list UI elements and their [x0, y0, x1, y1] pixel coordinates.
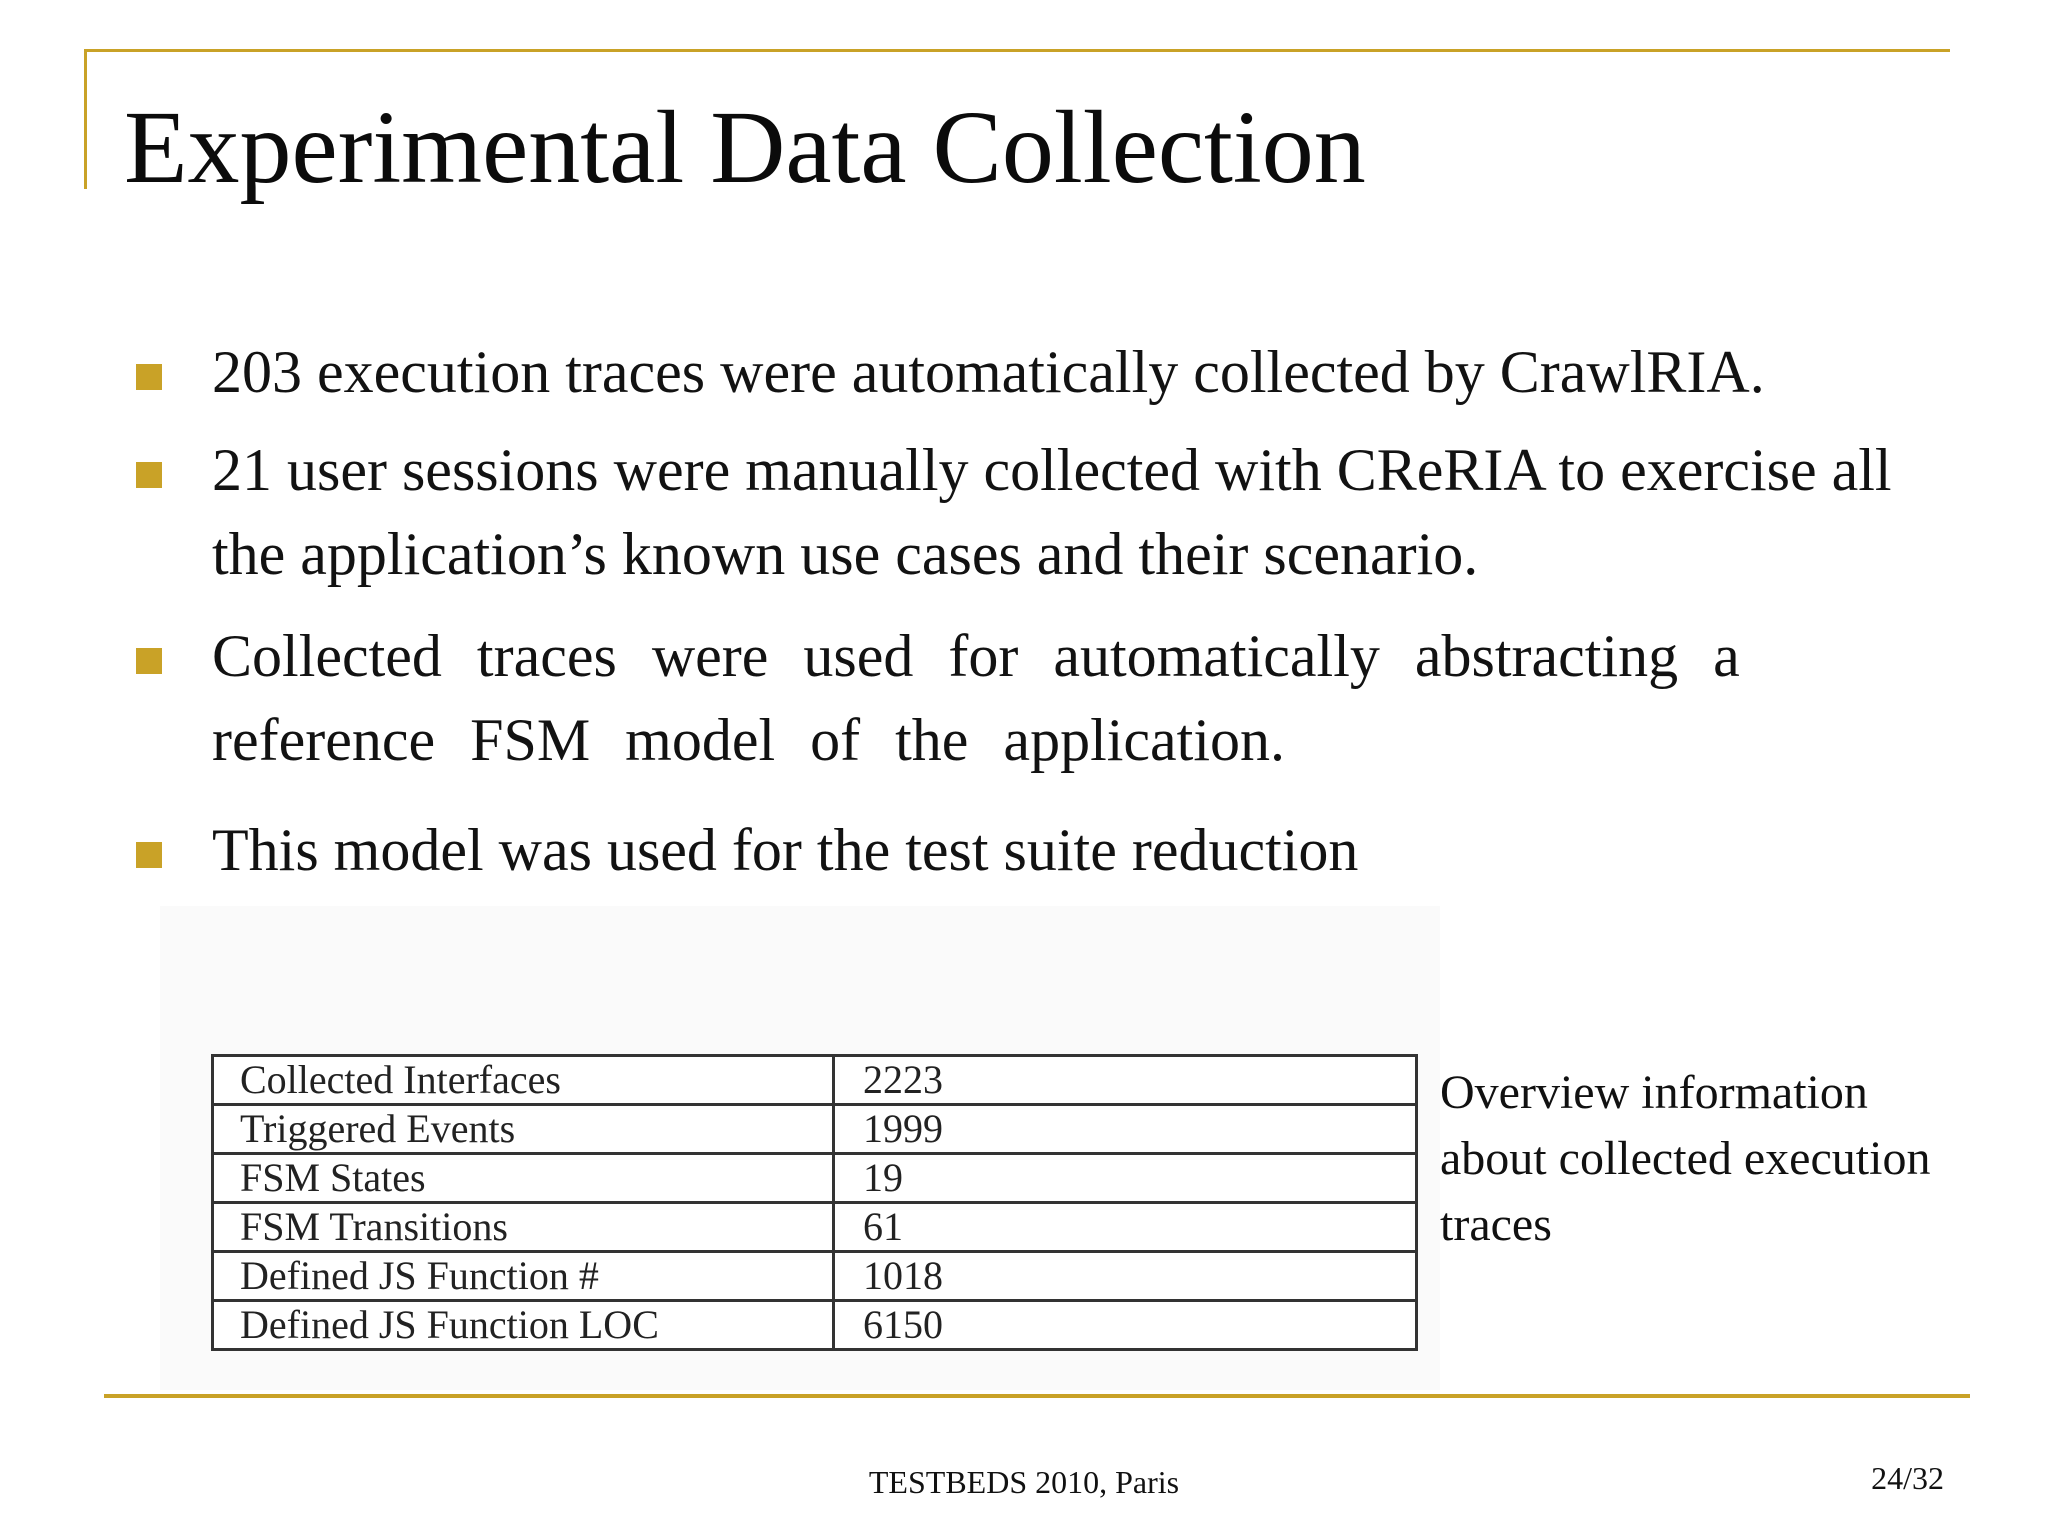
frame-bottom-line [104, 1394, 1970, 1398]
square-bullet-icon [136, 842, 162, 868]
table-cell-value: 1018 [834, 1252, 1417, 1301]
bullet-item [136, 808, 1936, 892]
table-cell-label: FSM States [213, 1154, 834, 1203]
overview-table [211, 1054, 1418, 1351]
page-number: 24/32 [1871, 1460, 1944, 1496]
bullet-text: 203 execution traces were automatically collected by CrawlRIA. [212, 339, 1765, 405]
table-cell-label: Triggered Events [213, 1105, 834, 1154]
table-cell-value: 19 [834, 1154, 1417, 1203]
table-row [213, 1203, 1417, 1252]
bullet-text: Collected traces were used for automatically abstracting a reference FSM model of the application. [212, 623, 1740, 773]
frame-left-line [84, 49, 87, 189]
square-bullet-icon [136, 462, 162, 488]
bullet-text: This model was used for the test suite reduction [212, 817, 1359, 883]
table-cell-label: Defined JS Function # [213, 1252, 834, 1301]
square-bullet-icon [136, 648, 162, 674]
bullet-list [136, 330, 1936, 892]
table-row [213, 1301, 1417, 1350]
table-row [213, 1056, 1417, 1105]
table-row [213, 1252, 1417, 1301]
table-cell-value: 2223 [834, 1056, 1417, 1105]
table-cell-label: FSM Transitions [213, 1203, 834, 1252]
table-cell-label: Collected Interfaces [213, 1056, 834, 1105]
footer-conference: TESTBEDS 2010, Paris [868, 1464, 1180, 1500]
bullet-item [136, 330, 1936, 414]
table-caption: Overview information about collected execution traces [1440, 1066, 1931, 1251]
table-row [213, 1154, 1417, 1203]
bullet-item [136, 428, 1936, 596]
frame-top-line [84, 49, 1950, 52]
square-bullet-icon [136, 364, 162, 390]
table-row [213, 1105, 1417, 1154]
table-cell-value: 61 [834, 1203, 1417, 1252]
slide-title: Experimental Data Collection [124, 90, 1366, 205]
table-cell-value: 6150 [834, 1301, 1417, 1350]
bullet-item [136, 614, 1936, 782]
table-cell-label: Defined JS Function LOC [213, 1301, 834, 1350]
table-cell-value: 1999 [834, 1105, 1417, 1154]
bullet-text: 21 user sessions were manually collected with CReRIA to exercise all the application’s known use cases and their scenario. [212, 437, 1892, 587]
